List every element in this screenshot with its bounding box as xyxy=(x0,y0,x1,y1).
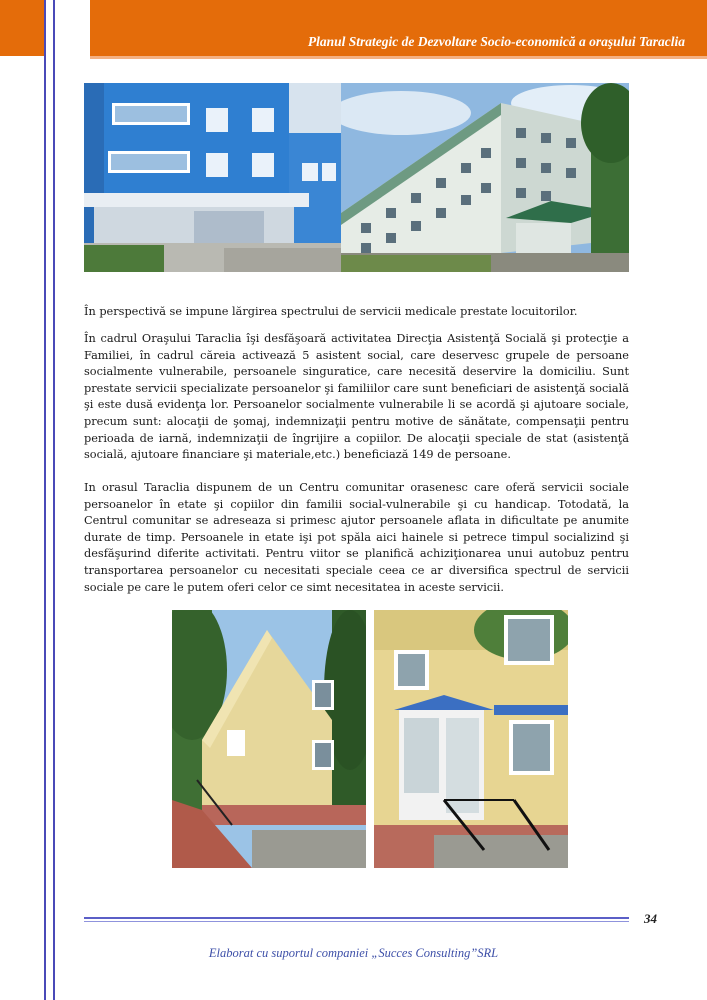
paragraph-community-center: In orasul Taraclia dispunem de un Centru comunitar orasenesc care oferă servicii sociale persoanelor în etate şi copiilor din familii social-vulnerabile şi cu handicap. Totodată, la Centrul comunitar se adreseaza si primesc ajutor persoanele aflata in dificultate pe anumite durate de timp. Persoanele in etate işi pot spăla aici hainele si petrece timpul socializind şi desfăşurind diferite activitati. Pentru viitor se planifică achiziţionarea unui autobuz pentru transportarea persoanelor cu necesitati speciale ceea ce ar diversifica spectrul de servicii sociale pe care le putem oferi celor ce simt necesitatea in aceste servicii. xyxy=(84,481,629,594)
header-band xyxy=(90,0,707,59)
header-band-left xyxy=(0,0,44,56)
photo-blue-building xyxy=(84,83,341,272)
photo-yellow-building xyxy=(172,610,366,868)
margin-rule-inner xyxy=(53,0,55,1000)
footer-rule xyxy=(84,917,629,919)
photo-entrance-porch xyxy=(374,610,568,868)
footer-rule-thin xyxy=(84,921,629,922)
margin-rule-outer xyxy=(44,0,46,1000)
paragraph-social-assistance: În cadrul Oraşului Taraclia îşi desfăşoară activitatea Direcţia Asistenţă Socială şi protecţie a Familiei, în cadrul căreia activează 5 asistent social, care deservesc grupele de persoane socialmente vulnerabile, persoanele singuratice, care necesită deservire la domiciliu. Sunt prestate servicii specializate persoanelor şi familiilor care sunt beneficiari de asistenţă socială şi este dusă evidenţa lor. Persoanelor socialmente vulnerabile li se acordă şi ajutoare sociale, precum sunt: alocaţii de şomaj, indemnizaţii pentru motive de sănătate, compensaţii pentru perioada de iarnă, indemnizaţii de îngrijire a copiilor. De alocaţii speciale de stat (asistenţă socială, ajutoare financiare şi materiale,etc.) beneficiază 149 de persoane. xyxy=(84,332,629,462)
document-title: Planul Strategic de Dezvoltare Socio-economică a oraşului Taraclia xyxy=(307,34,685,49)
paragraph-intro: În perspectivă se impune lărgirea spectrului de servicii medicale prestate locuitorilor. xyxy=(84,305,578,318)
photo-white-green-building xyxy=(341,83,629,272)
footer-credit: Elaborat cu suportul companiei „Succes Consulting”SRL xyxy=(208,946,499,960)
page-number: 34 xyxy=(644,911,657,926)
